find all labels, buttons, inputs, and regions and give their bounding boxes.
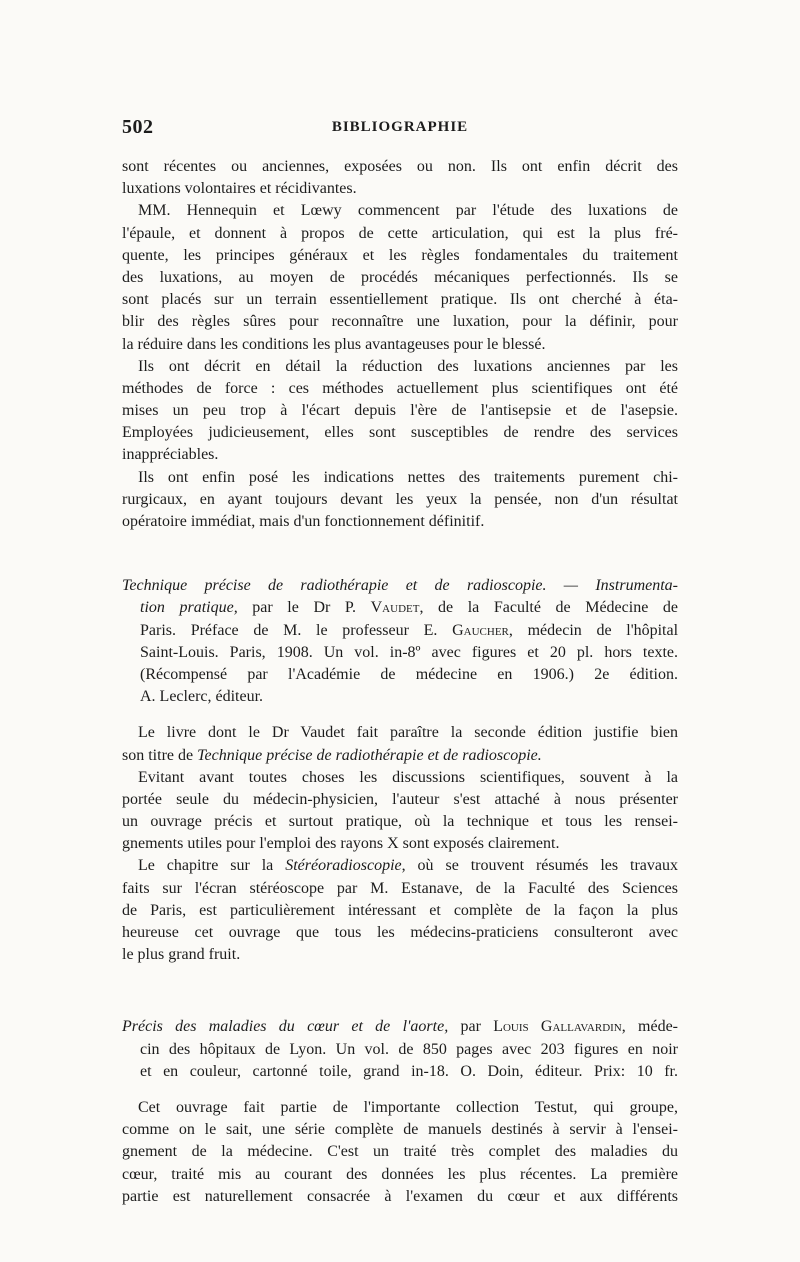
author-name: Vaudet [370,599,420,617]
bibliographic-entry-cardiology [122,1016,678,1083]
cited-title: Technique précise de radiothérapie et de radioscopie. [197,746,542,764]
entry-text: par [448,1018,494,1036]
entry-text: cin des hôpitaux de Lyon. Un vol. de 850 pages avec 203 figures en noir [140,1040,678,1058]
entry-text: Paris. Préface de M. le professeur E. [140,621,453,639]
text-line: sont placés sur un terrain essentiellement pratique. Ils ont cherché à éta- [122,291,678,309]
text-line: Le livre dont le Dr Vaudet fait paraître la seconde édition justifie bien [138,724,678,742]
cited-chapter: Stéréoradioscopie [285,857,402,875]
page [122,116,678,1208]
text-line: opératoire immédiat, mais d'un fonctionnement définitif. [122,513,485,530]
book-title: Précis des maladies du cœur et de l'aorte, [122,1018,449,1036]
text-segment: son titre de [122,746,198,764]
text-line: le plus grand fruit. [122,946,241,964]
text-line: portée seule du médecin-physicien, l'auteur s'est attaché à nous présenter [122,790,678,808]
text-line: l'épaule, et donnent à propos de cette articulation, qui est la plus fré- [122,224,678,242]
entry-text: , médecin de l'hôpital [508,621,679,639]
text-line: luxations volontaires et récidivantes. [122,180,357,198]
text-line: Employées judicieusement, elles sont susceptibles de rendre des services [122,424,678,442]
entry-text: Saint-Louis. Paris, 1908. Un vol. in-8º avec figures et 20 pl. hors texte. [140,643,678,661]
text-segment: , où se trouvent résumés les travaux [401,857,679,875]
text-line: quente, les principes généraux et les règles fondamentales du traitement [122,246,678,264]
text-line: MM. Hennequin et Lœwy commencent par l'étude des luxations de [138,202,678,220]
page-header [122,116,678,142]
bibliographic-entry-radiotherapy [122,575,678,708]
text-line: des luxations, au moyen de procédés mécaniques perfectionnés. Ils se [122,268,678,286]
entry-text: par le Dr P. [237,599,371,617]
text-line: gnement de la médecine. C'est un traité très complet des maladies du [122,1143,678,1161]
text-segment: Le chapitre sur la [138,857,286,875]
entry-text: et en couleur, cartonné toile, grand in-18. O. Doin, éditeur. Prix: 10 fr. [140,1062,678,1080]
text-line: Evitant avant toutes choses les discussions scientifiques, souvent à la [138,768,678,786]
text-line: gnements utiles pour l'emploi des rayons X sont exposés clairement. [122,835,560,853]
text-line: blir des règles sûres pour reconnaître une luxation, pour la définir, pour [122,313,678,331]
text-line: Cet ouvrage fait partie de l'importante collection Testut, qui groupe, [138,1098,678,1116]
entry-text: , de la Faculté de Médecine de [419,599,679,617]
text-line: cœur, traité mis au courant des données les plus récentes. La première [122,1165,678,1183]
book-title: Technique précise de radiothérapie et de radioscopie. — Instrumenta- [122,577,678,595]
preface-author: Gaucher [452,621,509,639]
text-line: comme on le sait, une série complète de manuels destinés à servir à l'ensei- [122,1121,678,1139]
text-line: inappréciables. [122,446,219,464]
text-line: rurgicaux, en ayant toujours devant les yeux la pensée, non d'un résultat [122,490,678,508]
text-line: Ils ont décrit en détail la réduction des luxations anciennes par les [138,357,678,375]
text-line: faits sur l'écran stéréoscope par M. Estanave, de la Faculté des Sciences [122,879,678,897]
page-number: 502 [122,116,154,138]
author-name: Louis Gallavardin [493,1018,622,1036]
text-line: Ils ont enfin posé les indications nettes des traitements purement chi- [138,468,678,486]
text-line: sont récentes ou anciennes, exposées ou non. Ils ont enfin décrit des [122,158,678,175]
text-line: heureuse cet ouvrage que tous les médecins-praticiens consulteront avec [122,924,678,941]
entry-text: (Récompensé par l'Académie de médecine en 1906.) 2e édition. [140,665,678,683]
review-paragraphs-1 [122,156,678,533]
text-line: partie est naturellement consacrée à l'examen du cœur et aux différents [122,1187,678,1205]
text-line: un ouvrage précis et surtout pratique, où la technique et tous les rensei- [122,813,678,831]
book-title-cont: tion pratique, [140,599,238,617]
text-line: de Paris, est particulièrement intéressant et complète de la façon la plus [122,901,678,919]
running-head: BIBLIOGRAPHIE [331,119,469,135]
text-line: méthodes de force : ces méthodes actuellement plus scientifiques ont été [122,379,678,397]
text-line: mises un peu trop à l'écart depuis l'ère de l'antisepsie et de l'asepsie. [122,402,678,420]
review-paragraphs-3 [122,1097,678,1208]
text-line: la réduire dans les conditions les plus avantageuses pour le blessé. [122,335,546,353]
entry-text: A. Leclerc, éditeur. [140,688,264,706]
entry-text: , méde- [621,1018,679,1036]
review-paragraphs-2 [122,722,678,966]
